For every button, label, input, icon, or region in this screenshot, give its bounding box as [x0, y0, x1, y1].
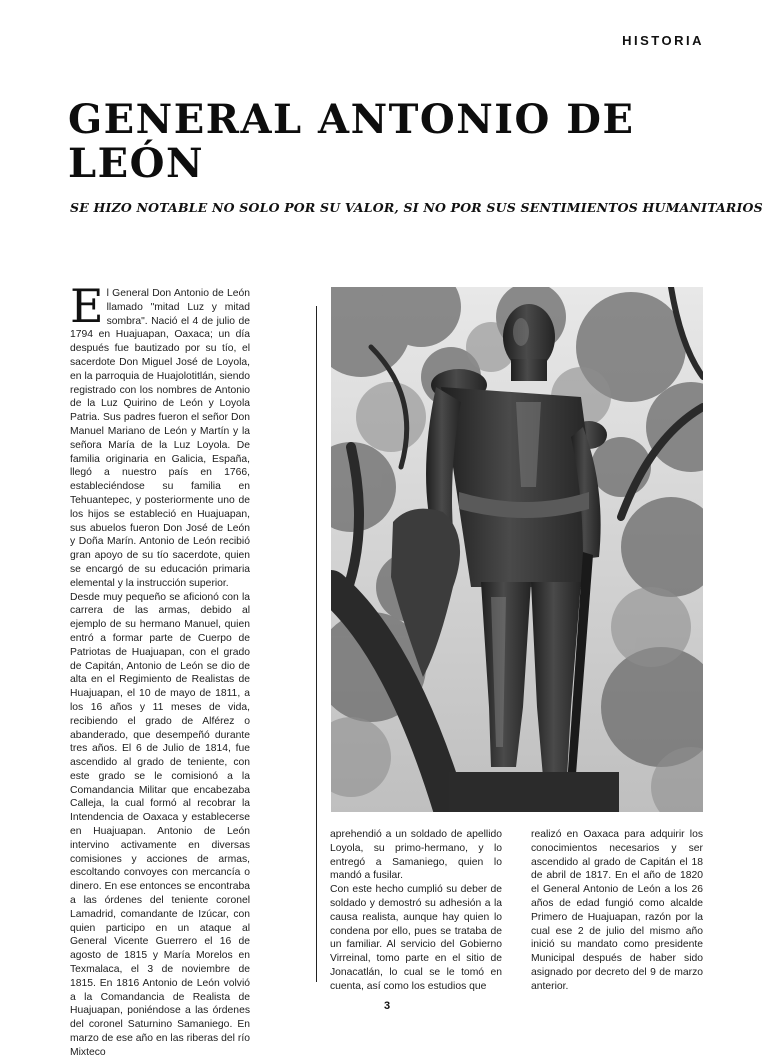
paragraph: [70, 279, 250, 591]
text-column-2: [330, 828, 502, 994]
page-number: 3: [383, 1000, 391, 1012]
paragraph-text: l General Don Antonio de León llamado "mitad Luz y mitad sombra". Nació el 4 de julio de 1794 en Huajuapan, Oaxaca; un día después fue bautizado por su tío, el sacerdote Don Miguel José de Loyola, en la parroquia de Huajolotitlán, siendo registrado con los nombres de Antonio de la Luz Quirino de León y Loyola Patria. Sus padres fueron el señor Don Manuel Mariano de León y Martín y la señora María de la Luz Loyola. De familia originaria en Galicia, España, llegó a nuestro país en 1766, estableciéndose su familia en Tehuantepec, y posteriormente uno de los hijos se estableció en Huajuapan, sus abuelos fueron Don José de León y Doña Marín. Antonio de León recibió gran apoyo de su tío sacerdote, quien se encargó de su educación primaria elemental y la instrucción superior.: [70, 288, 250, 589]
paragraph: Desde muy pequeño se aficionó con la carrera de las armas, debido al ejemplo de su hermano Manuel, quien entró a formar parte de Cuerpo de Patriotas de Huajuapan, con el grado de Capitán, Antonio de León se dio de alta en el Regimiento de Realistas de Huajuapan, el 10 de mayo de 1811, a los 16 años y 11 meses de vida, recibiendo el grado de Alférez o abanderado, que desempeñó durante tres años. El 6 de Julio de 1814, fue ascendido al grado de teniente, con este grado se le comisionó a la Comandancia Militar que encabezaba Calleja, la cual formó al recobrar la Intendencia de Oaxaca y establecerse en Huajuapan. Antonio de León intervino activamente en diversas comisiones y acciones de armas, escoltando convoyes con mercancía o dinero. En ese entonces se encontraba a las órdenes del teniente coronel Lamadrid, comandante de Izúcar, con quien participo en un ataque al General Vicente Guerrero el 16 de agosto de 1815 y María Morelos en Texmalaca, el 3 de noviembre de 1815. En 1816 Antonio de León volvió a la Comandancia de Realista de Huajuapan, poniéndose a las órdenes del coronel Saturnino Samaniego. En marzo de ese año en las riberas del río Mixteco: [70, 591, 250, 1058]
paragraph: Con este hecho cumplió su deber de soldado y demostró su adhesión a la causa realista, aunque hay quien lo condena por ello, pues se trataba de un familiar. Al servicio del Gobierno Virreinal, tomo parte en el sitio de Jonacatlán, lo cual se le tomó en cuenta, así como los estudios que: [330, 884, 502, 992]
text-column-3: [531, 828, 703, 994]
drop-cap: E: [70, 279, 104, 333]
text-column-1: [70, 279, 250, 1060]
column-divider: [316, 306, 317, 982]
statue-photo: [331, 287, 703, 812]
paragraph: realizó en Oaxaca para adquirir los conocimientos necesarios y ser ascendido al grado de Capitán el 18 de abril de 1817. En el año de 1820 el General Antonio de León a los 26 años de edad fungió como alcalde Primero de Huajuapan, razón por la cual ese 2 de julio del mismo año inició su mandato como presidente Municipal después de haber sido asignado por decreto del 9 de marzo anterior.: [531, 829, 703, 992]
article-title: GENERAL ANTONIO DE LEÓN: [68, 96, 635, 187]
paragraph: aprehendió a un soldado de apellido Loyola, su primo-hermano, y lo entregó a Samaniego, quien lo mandó a fusilar.: [330, 829, 502, 882]
section-label: HISTORIA: [622, 33, 704, 48]
statue-illustration: [331, 287, 703, 812]
article-subtitle: SE HIZO NOTABLE NO SOLO POR SU VALOR, SI NO POR SUS SENTIMIENTOS HUMANITARIOS: [70, 200, 763, 215]
